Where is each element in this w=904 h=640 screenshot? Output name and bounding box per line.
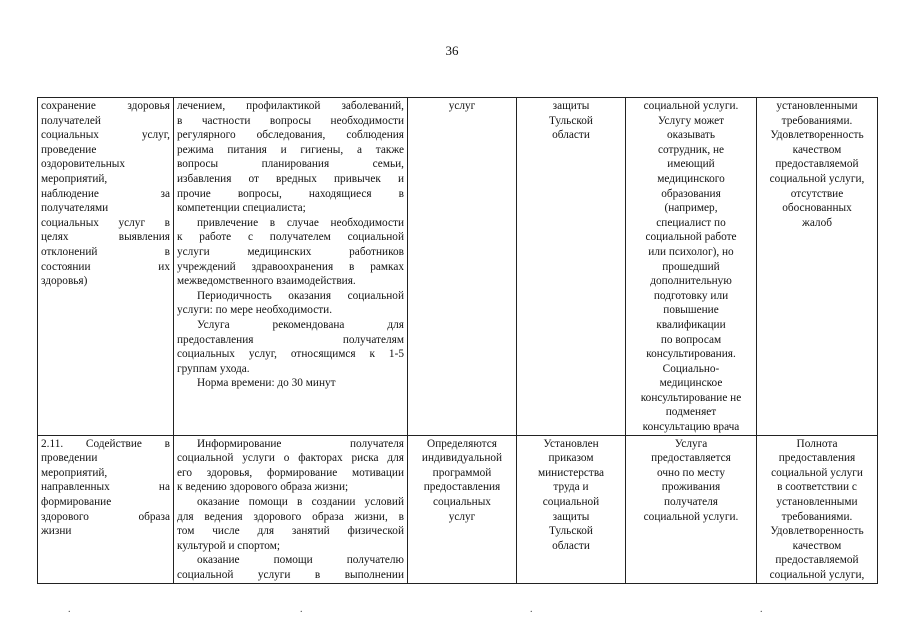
cell-line: Тульской xyxy=(549,114,593,127)
cell-line: обоснованных xyxy=(782,202,852,215)
cell-line: социальной услуги, xyxy=(769,569,865,581)
conditions-cell xyxy=(626,435,757,583)
cell-line: привлечение в случае необходимости xyxy=(197,216,404,229)
scan-dot: . xyxy=(68,604,71,615)
cell-line: лечением, профилактикой заболеваний, xyxy=(177,100,404,112)
cell-line: приказом xyxy=(548,452,594,465)
cell-line: его здоровья, формирование мотивации xyxy=(177,466,404,479)
cell-line: сохранение здоровья xyxy=(41,100,170,112)
cell-line: медицинского xyxy=(657,172,725,185)
cell-line: учреждений здравоохранения в рамках xyxy=(177,260,404,273)
cell-line: режима питания и гигиены, а также xyxy=(177,143,404,156)
cell-line: оздоровительных xyxy=(41,158,126,171)
cell-line: Периодичность оказания социальной xyxy=(197,289,404,302)
cell-line: социальной услуги, xyxy=(769,172,865,185)
cell-line: труда и xyxy=(553,481,589,494)
cell-line: к ведению здорового образа жизни; xyxy=(177,481,349,494)
cell-line: квалификации xyxy=(656,318,726,331)
cell-line: жалоб xyxy=(802,216,832,229)
cell-line: проведении xyxy=(41,452,98,465)
cell-line: услуги медицинских работников xyxy=(177,245,404,258)
cell-line: регулярного обследования, соблюдения xyxy=(177,129,404,142)
cell-line: предоставляемой xyxy=(775,158,859,171)
cell-line: качеством xyxy=(792,539,842,552)
cell-line: Услуга xyxy=(674,437,708,450)
cell-line: установленными xyxy=(776,100,858,112)
cell-line: предоставляемой xyxy=(775,554,859,567)
cell-line: мероприятий, xyxy=(41,172,108,185)
cell-line: избавления от вредных привычек и xyxy=(177,172,404,185)
cell-line: отсутствие xyxy=(790,187,844,200)
cell-line: Удовлетворенность xyxy=(770,129,864,142)
cell-line: Удовлетворенность xyxy=(770,525,864,538)
cell-line: направленных на xyxy=(41,481,170,494)
tariff-cell xyxy=(517,435,626,583)
cell-line: вопросы планирования семьи, xyxy=(177,158,404,171)
cell-line: предоставления xyxy=(423,481,501,494)
cell-line: наблюдение за xyxy=(41,187,170,200)
cell-line: получателя xyxy=(663,496,719,509)
cell-line: мероприятий, xyxy=(41,466,108,479)
cell-line: подменяет xyxy=(665,406,717,419)
cell-line: проживания xyxy=(661,481,721,494)
page-number: 36 xyxy=(445,43,459,58)
cell-line: целях выявления xyxy=(41,231,170,244)
cell-line: предоставления xyxy=(778,452,856,465)
service-volume-cell xyxy=(408,98,517,436)
cell-line: в частности вопросы необходимости xyxy=(177,114,404,127)
cell-line: формирование xyxy=(41,496,112,509)
quality-cell xyxy=(757,435,878,583)
cell-line: области xyxy=(552,539,590,552)
scan-dot: . xyxy=(760,604,763,615)
cell-line: подготовку или xyxy=(653,289,729,302)
cell-line: защиты xyxy=(552,510,590,523)
cell-line: повышение xyxy=(663,304,719,317)
cell-line: дополнительную xyxy=(650,275,732,288)
cell-line: области xyxy=(552,129,590,142)
cell-line: Услугу может xyxy=(657,114,725,127)
cell-line: здорового образа xyxy=(41,510,170,523)
cell-line: в соответствии с xyxy=(777,481,857,494)
cell-line: социальных услуг, относящимся к 1-5 xyxy=(177,348,404,361)
service-volume-cell xyxy=(408,435,517,583)
cell-line: том числе для занятий физической xyxy=(177,525,404,538)
cell-line: образования xyxy=(661,187,721,200)
cell-line: культурой и спортом; xyxy=(177,539,281,552)
cell-line: 2.11. Содействие в xyxy=(41,437,170,450)
cell-line: социальной услуги. xyxy=(643,100,739,112)
cell-line: имеющий xyxy=(667,158,715,171)
cell-line: защиты xyxy=(552,100,590,112)
cell-line: отклонений в xyxy=(41,245,170,258)
cell-line: консультацию врача xyxy=(642,421,740,434)
cell-line: специалист по xyxy=(656,216,726,229)
service-content-cell xyxy=(174,98,408,436)
cell-line: программой xyxy=(432,466,492,479)
services-table xyxy=(37,97,878,584)
table-row xyxy=(38,435,878,583)
cell-line: социальных услуг в xyxy=(41,216,170,229)
scan-marks xyxy=(0,604,904,614)
cell-line: для ведения здорового образа жизни, в xyxy=(177,510,404,523)
cell-line: социальной услуги xyxy=(771,466,863,479)
cell-line: социальной xyxy=(542,496,600,509)
cell-line: Информирование получателя xyxy=(197,437,404,450)
conditions-cell xyxy=(626,98,757,436)
cell-line: сотрудник, не xyxy=(657,143,725,156)
cell-line: межведомственного взаимодействия. xyxy=(177,275,356,288)
cell-line: компетенции специалиста; xyxy=(177,202,306,215)
cell-line: Определяются xyxy=(427,437,497,450)
table-row xyxy=(38,98,878,436)
cell-line: услуги: по мере необходимости. xyxy=(177,304,333,317)
cell-line: получателями xyxy=(41,202,109,215)
cell-line: или психолог), но xyxy=(648,245,734,258)
cell-line: Услуга рекомендована для xyxy=(197,318,404,331)
cell-line: к работе с получателем социальной xyxy=(177,231,404,244)
cell-line: социальной услуги. xyxy=(643,510,739,523)
quality-cell xyxy=(757,98,878,436)
cell-line: предоставления получателям xyxy=(177,333,404,346)
cell-line: социальных xyxy=(433,496,491,509)
cell-line: консультирования. xyxy=(646,348,736,361)
cell-line: состоянии их xyxy=(41,260,170,273)
cell-line: требованиями. xyxy=(781,114,853,127)
cell-line: Норма времени: до 30 минут xyxy=(197,377,336,390)
cell-line: очно по месту xyxy=(657,466,725,479)
service-name-cell xyxy=(38,98,174,436)
cell-line: проведение xyxy=(41,143,97,156)
cell-line: услуг xyxy=(448,510,476,523)
cell-line: здоровья) xyxy=(41,275,88,288)
cell-line: прошедший xyxy=(662,260,720,273)
cell-line: установленными xyxy=(776,496,858,509)
cell-line: жизни xyxy=(41,525,72,538)
cell-line: качеством xyxy=(792,143,842,156)
cell-line: социальных услуг, xyxy=(41,129,170,142)
cell-line: услуг xyxy=(448,100,476,112)
cell-line: группам ухода. xyxy=(177,362,250,375)
cell-line: социальной услуги о факторах риска для xyxy=(177,452,404,465)
cell-line: социальной работе xyxy=(645,231,737,244)
cell-line: (например, xyxy=(664,202,718,215)
cell-line: по вопросам xyxy=(660,333,722,346)
cell-line: получателей xyxy=(41,114,101,127)
service-name-cell xyxy=(38,435,174,583)
service-content-cell xyxy=(174,435,408,583)
cell-line: Социально- xyxy=(662,362,720,375)
cell-line: оказание помощи получателю xyxy=(197,554,404,567)
cell-line: Тульской xyxy=(549,525,593,538)
cell-line: министерства xyxy=(537,466,605,479)
cell-line: индивидуальной xyxy=(421,452,503,465)
cell-line: предоставляется xyxy=(651,452,731,465)
cell-line: Установлен xyxy=(543,437,599,450)
cell-line: Полнота xyxy=(796,437,838,450)
scan-dot: . xyxy=(300,604,303,615)
cell-line: оказание помощи в создании условий xyxy=(197,496,404,509)
cell-line: медицинское xyxy=(659,377,723,390)
cell-line: оказывать xyxy=(666,129,716,142)
scan-dot: . xyxy=(530,604,533,615)
cell-line: прочие вопросы, находящиеся в xyxy=(177,187,404,200)
cell-line: консультирование не xyxy=(640,391,742,404)
cell-line: требованиями. xyxy=(781,510,853,523)
cell-line: социальной услуги в выполнении xyxy=(177,569,404,581)
tariff-cell xyxy=(517,98,626,436)
